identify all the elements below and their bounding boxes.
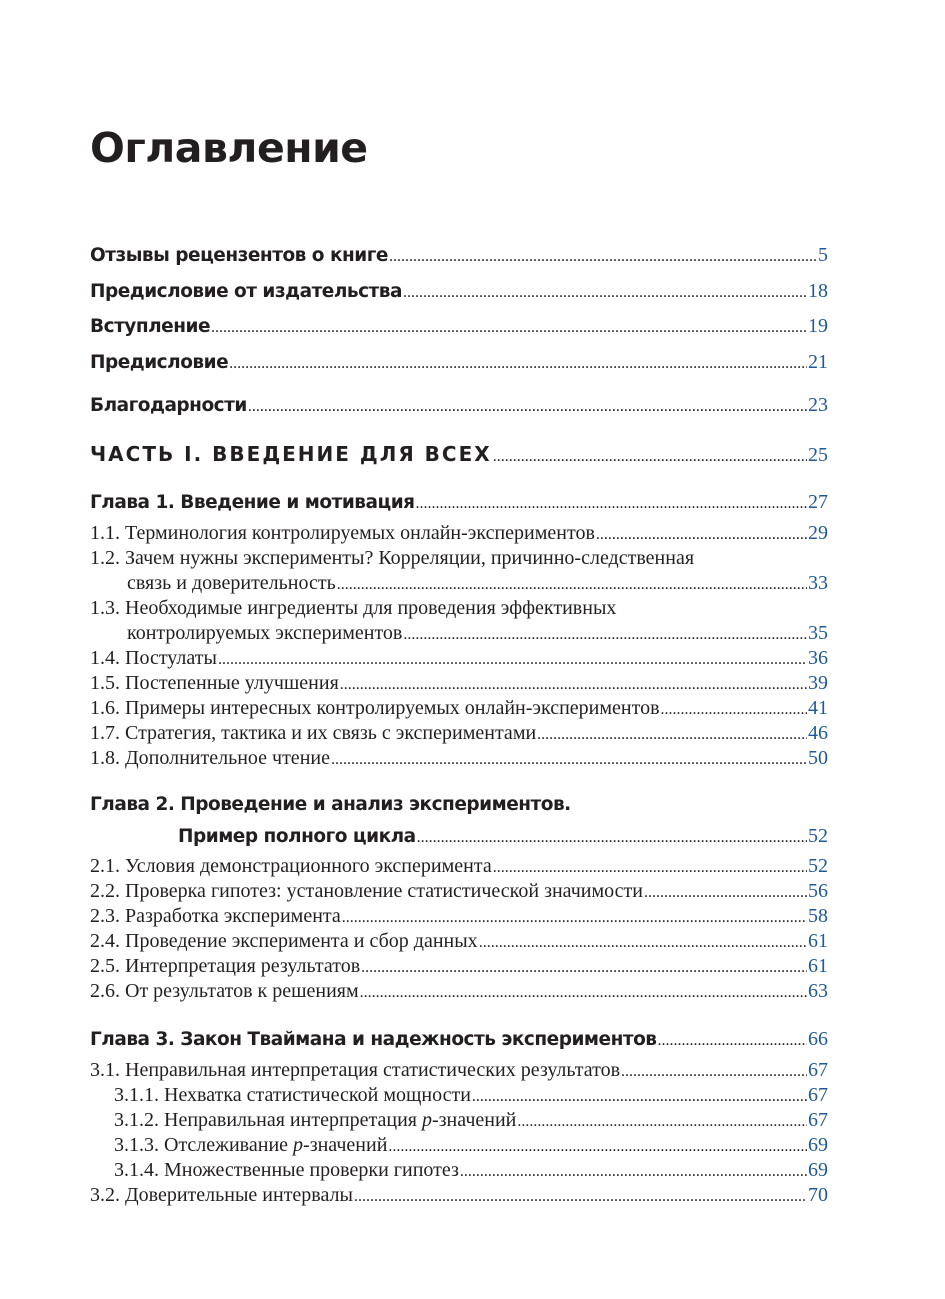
dot-leader xyxy=(361,960,807,976)
dot-leader xyxy=(211,320,807,336)
dot-leader xyxy=(337,577,807,593)
toc-page-number: 23 xyxy=(808,394,828,416)
toc-page-number: 61 xyxy=(808,955,828,977)
toc-page-number: 46 xyxy=(808,722,828,744)
toc-section-label: 2.2. Проверка гипотез: установление статистической значимости xyxy=(90,880,643,902)
dot-leader xyxy=(517,1114,807,1130)
dot-leader xyxy=(342,910,807,926)
toc-page-number: 69 xyxy=(808,1159,828,1181)
toc-entry-section-1-3-line1[interactable]: 1.3. Необходимые ингредиенты для проведения эффективных xyxy=(90,597,617,619)
dot-leader xyxy=(403,627,807,643)
page-title: Оглавление xyxy=(90,124,368,172)
dot-leader xyxy=(658,1033,808,1049)
toc-section-label: 1.5. Постепенные улучшения xyxy=(90,672,339,694)
toc-page-number: 21 xyxy=(808,351,828,373)
toc-chapter-label: Глава 3. Закон Тваймана и надежность экспериментов xyxy=(90,1029,657,1050)
dot-leader xyxy=(621,1064,807,1080)
toc-page-number: 52 xyxy=(808,825,828,847)
toc-entry-section-2-1[interactable] xyxy=(90,855,828,881)
toc-entry-section-1-1[interactable] xyxy=(90,522,828,548)
toc-entry-section-3-1-3[interactable] xyxy=(114,1134,828,1160)
toc-section-label: 3.1. Неправильная интерпретация статистических результатов xyxy=(90,1059,621,1081)
toc-page-number: 5 xyxy=(818,244,828,266)
toc-entry-section-2-5[interactable] xyxy=(90,955,828,981)
toc-page-number: 69 xyxy=(808,1134,828,1156)
toc-section-label: 2.4. Проведение эксперимента и сбор данных xyxy=(90,930,478,952)
toc-page-number: 58 xyxy=(808,905,828,927)
toc-page-number: 41 xyxy=(808,697,828,719)
toc-entry-introduction[interactable] xyxy=(90,315,828,341)
toc-page-number: 19 xyxy=(808,315,828,337)
label-prefix: 3.1.2. Неправильная интерпретация xyxy=(114,1109,422,1131)
dot-leader xyxy=(596,527,807,543)
toc-section-label: 2.3. Разработка эксперимента xyxy=(90,905,341,927)
toc-entry-section-1-3[interactable] xyxy=(127,622,828,648)
toc-page-number: 25 xyxy=(808,444,828,466)
toc-chapter-label: Глава 1. Введение и мотивация xyxy=(90,492,415,513)
toc-page-number: 27 xyxy=(808,491,828,513)
dot-leader xyxy=(403,285,807,301)
toc-section-label: 1.6. Примеры интересных контролируемых онлайн-экспериментов xyxy=(90,697,660,719)
toc-entry-section-1-8[interactable] xyxy=(90,747,828,773)
toc-page-number: 36 xyxy=(808,647,828,669)
toc-entry-section-1-4[interactable] xyxy=(90,647,828,673)
dot-leader xyxy=(354,1189,807,1205)
label-prefix: 3.1.3. Отслеживание xyxy=(114,1134,294,1156)
toc-chapter-label: Пример полного цикла xyxy=(178,826,416,847)
toc-page-number: 50 xyxy=(808,747,828,769)
toc-entry-section-1-6[interactable] xyxy=(90,697,828,723)
dot-leader xyxy=(248,399,807,415)
dot-leader xyxy=(331,752,807,768)
toc-entry-part-1[interactable] xyxy=(90,442,828,468)
toc-entry-section-3-2[interactable] xyxy=(90,1184,828,1210)
dot-leader xyxy=(472,1089,807,1105)
toc-entry-section-3-1-4[interactable] xyxy=(114,1159,828,1185)
toc-page-number: 66 xyxy=(808,1028,828,1050)
toc-entry-section-2-2[interactable] xyxy=(90,880,828,906)
toc-page-number: 67 xyxy=(808,1059,828,1081)
toc-section-label: 3.1.1. Нехватка статистической мощности xyxy=(114,1084,471,1106)
dot-leader xyxy=(340,677,807,693)
toc-section-label: 3.1.4. Множественные проверки гипотез xyxy=(114,1159,459,1181)
italic-p: p xyxy=(422,1109,432,1131)
toc-section-label: 2.1. Условия демонстрационного эксперимента xyxy=(90,855,492,877)
toc-entry-section-1-2[interactable] xyxy=(127,572,828,598)
toc-section-label: 1.4. Постулаты xyxy=(90,647,217,669)
toc-entry-acknowledgements[interactable] xyxy=(90,394,828,420)
dot-leader xyxy=(229,356,807,372)
dot-leader xyxy=(388,1139,807,1155)
label-suffix: -значений xyxy=(432,1109,517,1131)
dot-leader xyxy=(389,249,817,265)
toc-section-label: 2.6. От результатов к решениям xyxy=(90,980,359,1002)
toc-entry-label: Вступление xyxy=(90,316,211,337)
toc-entry-section-1-2-line1[interactable]: 1.2. Зачем нужны эксперименты? Корреляции, причинно-следственная xyxy=(90,547,695,569)
toc-section-label: 1.1. Терминология контролируемых онлайн-экспериментов xyxy=(90,522,595,544)
italic-p: p xyxy=(293,1134,304,1156)
dot-leader xyxy=(417,830,807,846)
toc-page-number: 35 xyxy=(808,622,828,644)
toc-entry-section-3-1-1[interactable] xyxy=(114,1084,828,1110)
toc-section-label: 3.2. Доверительные интервалы xyxy=(90,1184,353,1206)
toc-page-number: 18 xyxy=(808,280,828,302)
toc-page-number: 61 xyxy=(808,930,828,952)
toc-section-label: 1.8. Дополнительное чтение xyxy=(90,747,330,769)
toc-entry-chapter-2-line1[interactable]: Глава 2. Проведение и анализ экспериментов. xyxy=(90,794,571,815)
toc-entry-label: Предисловие от издательства xyxy=(90,281,402,302)
toc-page-number: 70 xyxy=(808,1184,828,1206)
toc-entry-label: Предисловие xyxy=(90,352,229,373)
toc-entry-section-2-3[interactable] xyxy=(90,905,828,931)
dot-leader xyxy=(479,935,807,951)
toc-part-label: ЧАСТЬ I. ВВЕДЕНИЕ ДЛЯ ВСЕХ xyxy=(90,442,492,466)
toc-entry-label: Отзывы рецензентов о книге xyxy=(90,245,388,266)
toc-section-label xyxy=(114,1134,387,1157)
dot-leader xyxy=(416,496,807,512)
toc-section-label: 1.7. Стратегия, тактика и их связь с экспериментами xyxy=(90,722,537,744)
toc-entry-section-3-1[interactable] xyxy=(90,1059,828,1085)
label-suffix: -значений xyxy=(303,1134,388,1156)
toc-entry-preface[interactable] xyxy=(90,351,828,377)
toc-entry-section-2-6[interactable] xyxy=(90,980,828,1006)
dot-leader xyxy=(661,702,807,718)
dot-leader xyxy=(493,860,807,876)
toc-entry-chapter-2[interactable] xyxy=(178,825,828,851)
toc-page-number: 39 xyxy=(808,672,828,694)
toc-entry-publisher-preface[interactable] xyxy=(90,280,828,306)
toc-entry-section-1-7[interactable] xyxy=(90,722,828,748)
dot-leader xyxy=(460,1164,807,1180)
toc-entry-label: Благодарности xyxy=(90,395,247,416)
toc-section-label xyxy=(114,1109,516,1132)
toc-page-number: 67 xyxy=(808,1109,828,1131)
toc-entry-chapter-1[interactable] xyxy=(90,491,828,517)
toc-page-number: 56 xyxy=(808,880,828,902)
dot-leader xyxy=(218,652,807,668)
toc-entry-reviews[interactable] xyxy=(90,244,828,270)
toc-page-number: 33 xyxy=(808,572,828,594)
dot-leader xyxy=(644,885,807,901)
toc-entry-chapter-3[interactable] xyxy=(90,1028,828,1054)
toc-entry-section-1-5[interactable] xyxy=(90,672,828,698)
toc-section-label: контролируемых экспериментов xyxy=(127,622,403,644)
dot-leader xyxy=(493,449,807,465)
toc-page-number: 29 xyxy=(808,522,828,544)
toc-entry-section-3-1-2[interactable] xyxy=(114,1109,828,1135)
toc-section-label: 2.5. Интерпретация результатов xyxy=(90,955,361,977)
dot-leader xyxy=(537,727,807,743)
dot-leader xyxy=(360,985,807,1001)
toc-entry-section-2-4[interactable] xyxy=(90,930,828,956)
toc-page-number: 52 xyxy=(808,855,828,877)
toc-section-label: связь и доверительность xyxy=(127,572,336,594)
toc-page-number: 67 xyxy=(808,1084,828,1106)
toc-page-number: 63 xyxy=(808,980,828,1002)
